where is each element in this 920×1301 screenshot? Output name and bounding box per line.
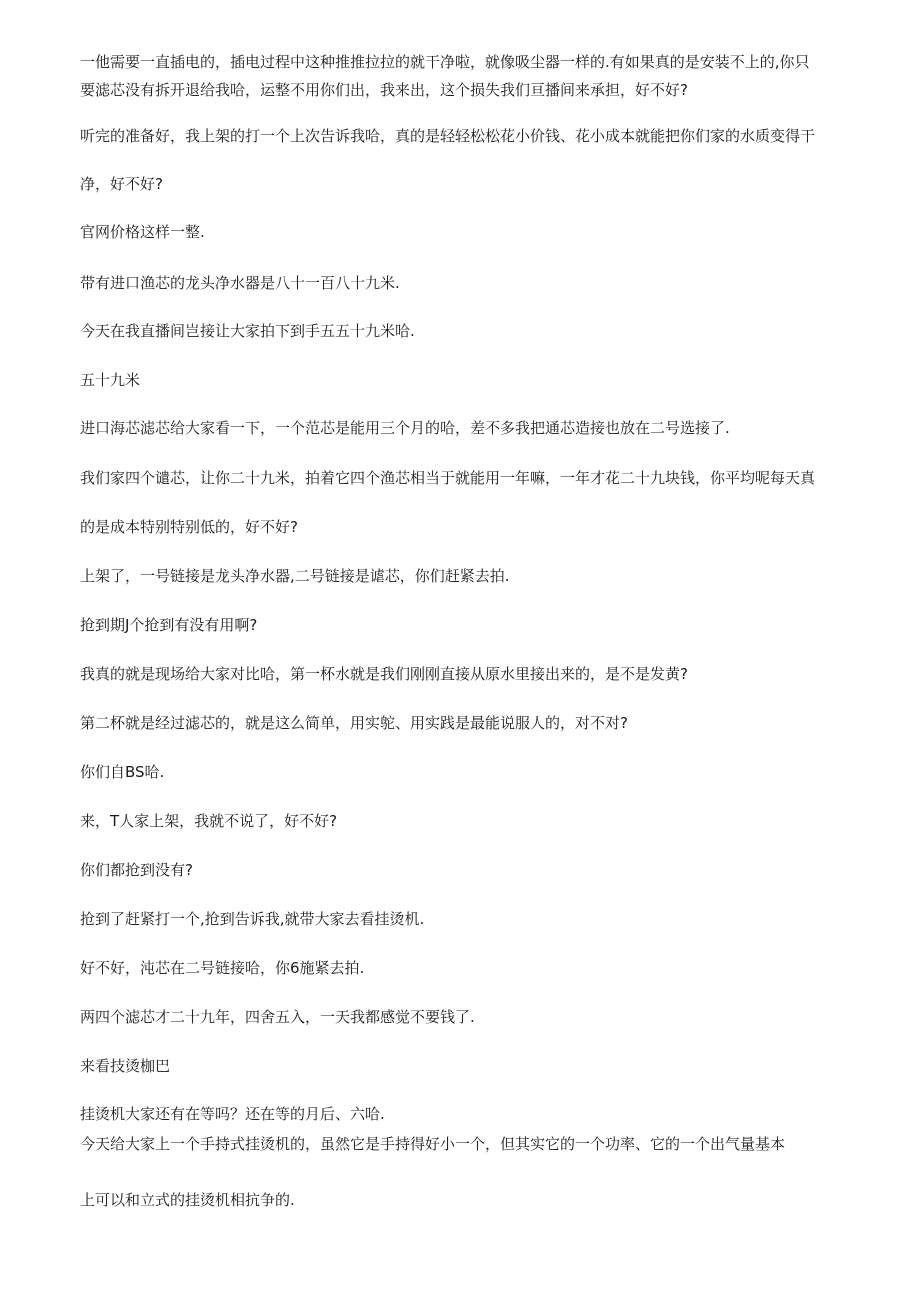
text-line-1: 一他需要一直插电的，插电过程中这种推推拉拉的就干净啦，就像吸尘器一样的.有如果真的是安装不上的,你只 [80, 53, 810, 71]
text-line-13: 抢到期J个抢到有没有用啊? [80, 616, 258, 634]
text-line-6: 带有进口渔芯的龙头净水器是八十一百八十九米. [80, 274, 400, 292]
text-line-4: 净，好不好? [80, 175, 163, 193]
text-line-7: 今天在我直播间岂接让大家拍下到手五五十九米哈. [80, 322, 415, 340]
text-line-10: 我们家四个谴芯，让你二十九米，拍着它四个渔芯相当于就能用一年嘛，一年才花二十九块钱，你平均呢每天真 [80, 469, 816, 487]
text-line-17: 来，T人家上架，我就不说了，好不好? [80, 812, 338, 830]
text-line-2: 要滤芯没有拆开退给我哈，运整不用你们出，我来出，这个损失我们亘播间来承担，好不好? [80, 81, 688, 99]
text-line-15: 第二杯就是经过滤芯的，就是这么简单，用实鸵、用实践是最能说服人的，对不对? [80, 714, 628, 732]
text-line-20: 好不好，沌芯在二号链接哈，你6施紧去拍. [80, 959, 365, 977]
text-line-24: 今天给大家上一个手持式挂烫机的，虽然它是手持得好小一个，但其实它的一个功率、它的一个出气量基本 [80, 1135, 786, 1153]
text-line-11: 的是成本特别特别低的，好不好? [80, 518, 298, 536]
text-line-22: 来看技烫枷巴 [80, 1057, 171, 1075]
text-line-5: 官网价格这样一整. [80, 223, 205, 241]
text-line-25: 上可以和立式的挂烫机相抗争的. [80, 1191, 295, 1209]
text-line-18: 你们都抢到没有? [80, 861, 193, 879]
text-line-23: 挂烫机大家还有在等吗？还在等的月后、六哈. [80, 1105, 385, 1123]
text-line-9: 进口海芯滤芯给大家看一下，一个范芯是能用三个月的哈，差不多我把通芯造接也放在二号选接了. [80, 419, 730, 437]
text-line-12: 上架了，一号链接是龙头净水器,二号链接是谑芯，你们赶紧去拍. [80, 567, 510, 585]
text-line-8: 五十九米 [80, 371, 141, 389]
text-line-19: 抢到了赶紧打一个,抢到告诉我,就带大家去看挂烫机. [80, 910, 425, 928]
text-line-14: 我真的就是现场给大家对比哈，第一杯水就是我们刚刚直接从原水里接出来的，是不是发黄? [80, 665, 688, 683]
text-line-21: 两四个滤芯才二十九年，四舍五入，一天我都感觉不要钱了. [80, 1008, 475, 1026]
text-line-3: 听完的准备好，我上架的打一个上次告诉我哈，真的是轻轻松松花小价钱、花小成本就能把你们家的水质变得干 [80, 127, 816, 145]
text-line-16: 你们自BS哈. [80, 763, 165, 781]
